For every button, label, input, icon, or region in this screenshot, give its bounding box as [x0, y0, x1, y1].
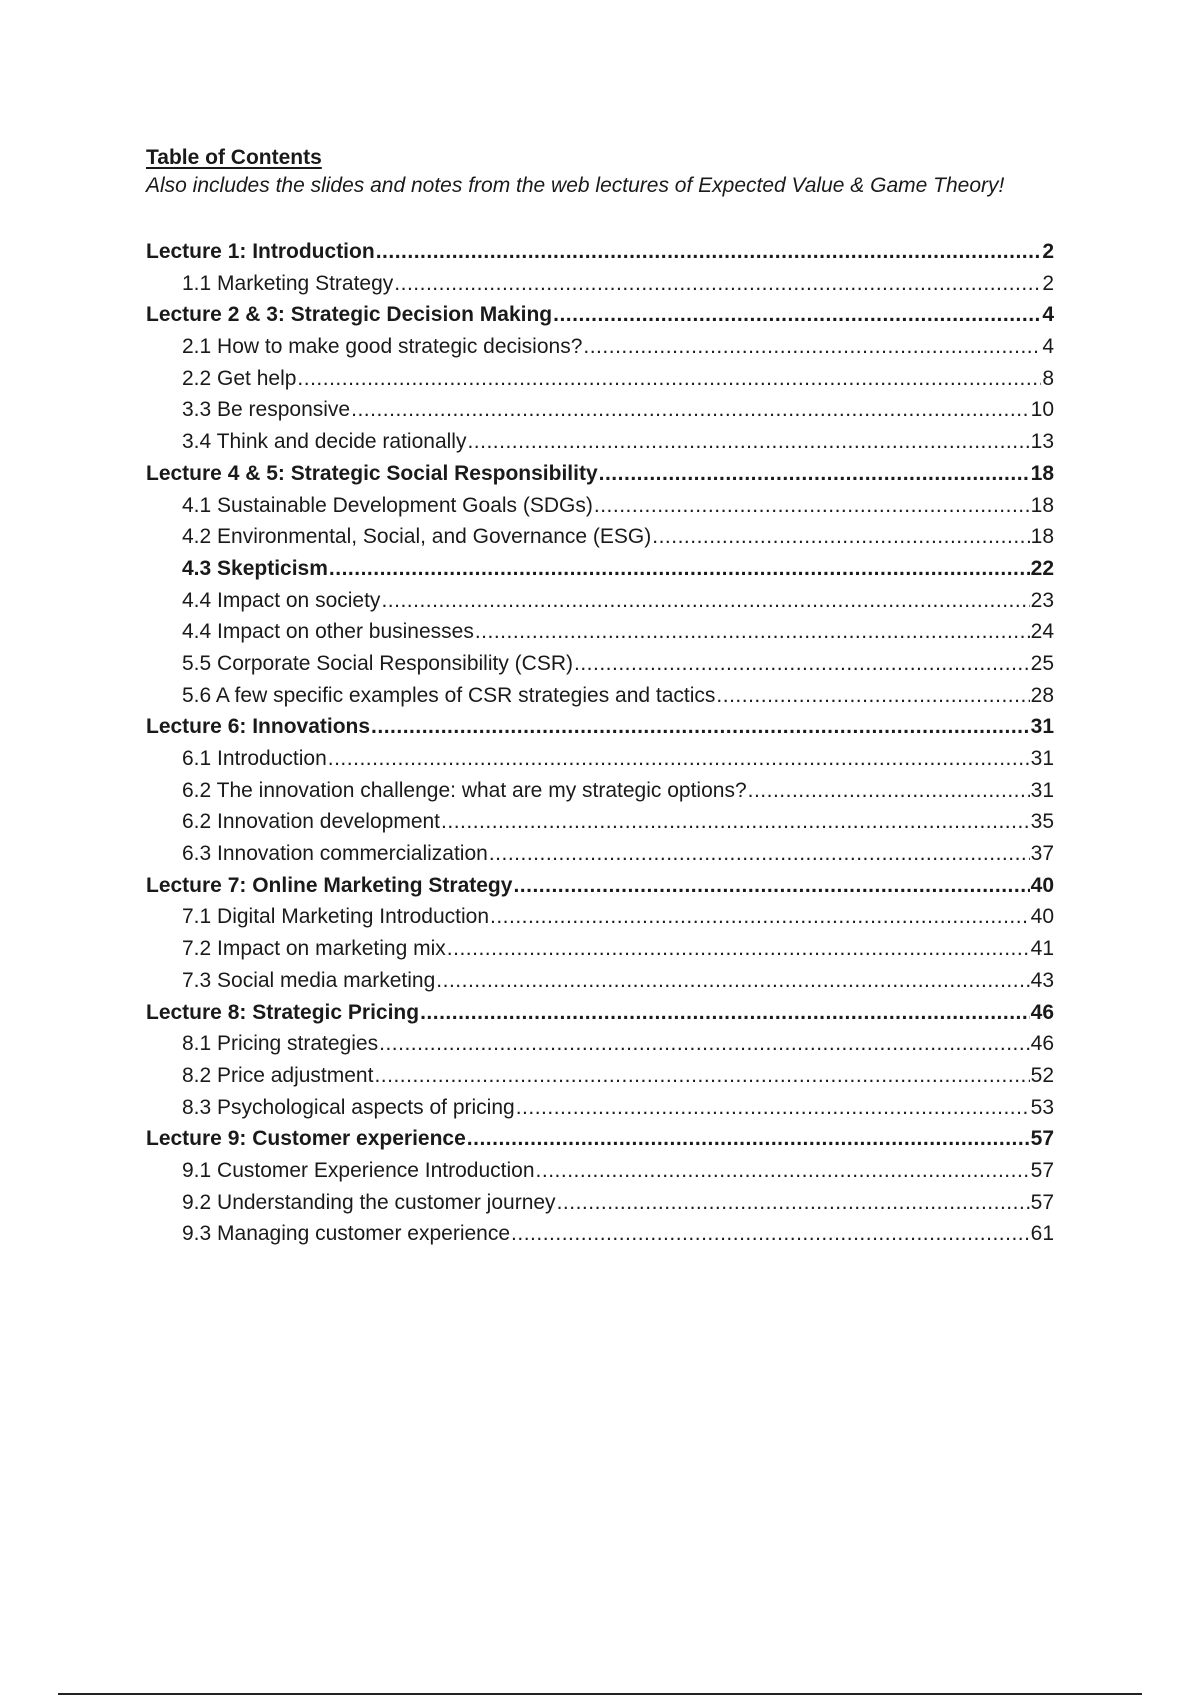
toc-entry-label[interactable]: 4.3 Skepticism	[182, 556, 328, 580]
toc-entry-label[interactable]: 6.2 Innovation development	[182, 810, 441, 834]
toc-section-entry[interactable]	[146, 492, 1054, 524]
toc-page-number[interactable]: 8	[1042, 366, 1054, 390]
toc-section-entry[interactable]	[146, 523, 1054, 555]
toc-entry-label[interactable]: 9.1 Customer Experience Introduction	[182, 1158, 535, 1182]
toc-dot-leader	[371, 713, 1030, 741]
toc-lecture-entry[interactable]	[146, 460, 1054, 492]
toc-page-number[interactable]: 25	[1030, 651, 1054, 675]
toc-entry-label[interactable]: 4.2 Environmental, Social, and Governance (ESG)	[182, 525, 652, 549]
toc-page-number[interactable]: 52	[1030, 1063, 1054, 1087]
toc-section-entry[interactable]	[146, 1094, 1054, 1126]
toc-entry-label[interactable]: 6.3 Innovation commercialization	[182, 842, 488, 866]
toc-lecture-entry[interactable]	[146, 713, 1054, 745]
toc-dot-leader	[553, 301, 1041, 329]
toc-page-number[interactable]: 31	[1030, 715, 1054, 739]
toc-dot-leader	[490, 903, 1030, 931]
toc-entry-label[interactable]: 4.4 Impact on other businesses	[182, 620, 474, 644]
toc-section-entry[interactable]	[146, 1220, 1054, 1252]
toc-dot-leader	[511, 1220, 1030, 1248]
toc-entry-label[interactable]: 7.1 Digital Marketing Introduction	[182, 905, 489, 929]
toc-section-entry[interactable]	[146, 396, 1054, 428]
toc-dot-leader	[374, 1062, 1029, 1090]
toc-section-entry[interactable]	[146, 935, 1054, 967]
toc-page-number[interactable]: 4	[1042, 303, 1054, 327]
table-of-contents	[146, 238, 1054, 1252]
toc-dot-leader	[436, 967, 1029, 995]
toc-entry-label[interactable]: 7.3 Social media marketing	[182, 968, 436, 992]
toc-page-number[interactable]: 31	[1030, 778, 1054, 802]
toc-page-number[interactable]: 53	[1030, 1095, 1054, 1119]
toc-section-entry[interactable]	[146, 365, 1054, 397]
toc-lecture-entry[interactable]	[146, 301, 1054, 333]
toc-dot-leader	[475, 618, 1030, 646]
toc-entry-label[interactable]: 8.1 Pricing strategies	[182, 1032, 379, 1056]
page-bottom-rule	[58, 1693, 1142, 1695]
toc-entry-label[interactable]: 1.1 Marketing Strategy	[182, 271, 394, 295]
toc-entry-label[interactable]: Lecture 6: Innovations	[146, 715, 371, 739]
toc-dot-leader	[716, 682, 1029, 710]
toc-section-entry[interactable]	[146, 840, 1054, 872]
toc-page-number[interactable]: 18	[1030, 461, 1054, 485]
toc-page-number[interactable]: 43	[1030, 968, 1054, 992]
toc-entry-label[interactable]: Lecture 7: Online Marketing Strategy	[146, 873, 513, 897]
toc-entry-label[interactable]: 3.3 Be responsive	[182, 398, 351, 422]
toc-page-number[interactable]: 24	[1030, 620, 1054, 644]
toc-section-entry[interactable]	[146, 555, 1054, 587]
toc-section-entry[interactable]	[146, 967, 1054, 999]
toc-page-number[interactable]: 61	[1030, 1222, 1054, 1246]
toc-dot-leader	[536, 1157, 1030, 1185]
toc-entry-label[interactable]: Lecture 8: Strategic Pricing	[146, 1000, 420, 1024]
toc-entry-label[interactable]: 9.2 Understanding the customer journey	[182, 1190, 556, 1214]
toc-page-number[interactable]: 46	[1030, 1032, 1054, 1056]
toc-entry-label[interactable]: Lecture 1: Introduction	[146, 240, 375, 263]
toc-lecture-entry[interactable]	[146, 872, 1054, 904]
toc-dot-leader	[599, 460, 1030, 488]
toc-dot-leader	[297, 365, 1041, 393]
toc-section-entry[interactable]	[146, 650, 1054, 682]
toc-page-number[interactable]: 28	[1030, 683, 1054, 707]
toc-page-number[interactable]: 37	[1030, 842, 1054, 866]
toc-page-number[interactable]: 31	[1030, 747, 1054, 770]
toc-subtitle: Also includes the slides and notes from the web lectures of Expected Value & Game Theory!	[146, 174, 1005, 197]
toc-entry-label[interactable]: 3.4 Think and decide rationally	[182, 430, 467, 454]
toc-page-number[interactable]: 2	[1042, 240, 1054, 263]
toc-entry-label[interactable]: 2.1 How to make good strategic decisions?	[182, 335, 583, 359]
toc-entry-label[interactable]: 8.3 Psychological aspects of pricing	[182, 1095, 515, 1119]
toc-section-entry[interactable]	[146, 333, 1054, 365]
toc-entry-label[interactable]: Lecture 4 & 5: Strategic Social Responsibility	[146, 461, 598, 485]
toc-section-entry[interactable]	[146, 270, 1054, 302]
toc-dot-leader	[441, 808, 1030, 836]
toc-page-number[interactable]: 4	[1042, 335, 1054, 359]
toc-section-entry[interactable]	[146, 428, 1054, 460]
toc-page-number[interactable]: 2	[1042, 271, 1054, 295]
toc-section-entry[interactable]	[146, 1157, 1054, 1189]
toc-page-number[interactable]: 57	[1030, 1190, 1054, 1214]
toc-dot-leader	[748, 777, 1030, 805]
toc-entry-label[interactable]: 6.2 The innovation challenge: what are my strategic options?	[182, 778, 747, 802]
toc-lecture-entry[interactable]	[146, 238, 1054, 270]
toc-dot-leader	[328, 745, 1030, 773]
toc-section-entry[interactable]	[146, 682, 1054, 714]
toc-dot-leader	[557, 1189, 1030, 1217]
toc-section-entry[interactable]	[146, 745, 1054, 777]
toc-section-entry[interactable]	[146, 618, 1054, 650]
toc-entry-label[interactable]: Lecture 2 & 3: Strategic Decision Making	[146, 303, 553, 327]
toc-dot-leader	[594, 492, 1030, 520]
toc-section-entry[interactable]	[146, 1030, 1054, 1062]
toc-section-entry[interactable]	[146, 1062, 1054, 1094]
toc-dot-leader	[513, 872, 1029, 900]
toc-page-number[interactable]: 35	[1030, 810, 1054, 834]
toc-dot-leader	[394, 270, 1041, 298]
toc-lecture-entry[interactable]	[146, 999, 1054, 1031]
toc-entry-label[interactable]: Lecture 9: Customer experience	[146, 1127, 466, 1151]
toc-dot-leader	[376, 238, 1042, 266]
toc-dot-leader	[467, 428, 1029, 456]
toc-page-number[interactable]: 13	[1030, 430, 1054, 454]
toc-dot-leader	[351, 396, 1030, 424]
toc-entry-label[interactable]: 2.2 Get help	[182, 366, 297, 390]
toc-section-entry[interactable]	[146, 808, 1054, 840]
toc-page-number[interactable]: 18	[1030, 525, 1054, 549]
toc-dot-leader	[652, 523, 1029, 551]
toc-section-entry[interactable]	[146, 777, 1054, 809]
toc-entry-label[interactable]: 8.2 Price adjustment	[182, 1063, 374, 1087]
toc-entry-label[interactable]: 9.3 Managing customer experience	[182, 1222, 511, 1246]
toc-section-entry[interactable]	[146, 903, 1054, 935]
toc-page-number[interactable]: 22	[1030, 556, 1054, 580]
toc-page-number[interactable]: 57	[1030, 1127, 1054, 1151]
toc-dot-leader	[329, 555, 1030, 583]
toc-entry-label[interactable]: 5.6 A few specific examples of CSR strategies and tactics	[182, 683, 716, 707]
toc-section-entry[interactable]	[146, 1189, 1054, 1221]
toc-entry-label[interactable]: 5.5 Corporate Social Responsibility (CSR)	[182, 651, 573, 675]
toc-page-number[interactable]: 18	[1030, 493, 1054, 517]
toc-title: Table of Contents	[146, 146, 322, 169]
toc-page-number[interactable]: 41	[1030, 937, 1054, 961]
toc-entry-label[interactable]: 4.1 Sustainable Development Goals (SDGs)	[182, 493, 593, 517]
toc-page-number[interactable]: 57	[1030, 1158, 1054, 1182]
toc-dot-leader	[489, 840, 1030, 868]
toc-section-entry[interactable]	[146, 587, 1054, 619]
toc-page-number[interactable]: 46	[1030, 1000, 1054, 1024]
toc-page-number[interactable]: 10	[1030, 398, 1054, 422]
toc-dot-leader	[447, 935, 1030, 963]
toc-entry-label[interactable]: 6.1 Introduction	[182, 747, 327, 770]
toc-dot-leader	[467, 1125, 1030, 1153]
toc-page-number[interactable]: 40	[1030, 873, 1054, 897]
toc-dot-leader	[420, 999, 1030, 1027]
toc-page-number[interactable]: 23	[1030, 588, 1054, 612]
toc-dot-leader	[516, 1094, 1030, 1122]
toc-dot-leader	[381, 587, 1029, 615]
toc-page-number[interactable]: 40	[1030, 905, 1054, 929]
toc-lecture-entry[interactable]	[146, 1125, 1054, 1157]
toc-entry-label[interactable]: 7.2 Impact on marketing mix	[182, 937, 446, 961]
toc-dot-leader	[379, 1030, 1030, 1058]
toc-entry-label[interactable]: 4.4 Impact on society	[182, 588, 381, 612]
toc-dot-leader	[583, 333, 1041, 361]
toc-dot-leader	[574, 650, 1030, 678]
